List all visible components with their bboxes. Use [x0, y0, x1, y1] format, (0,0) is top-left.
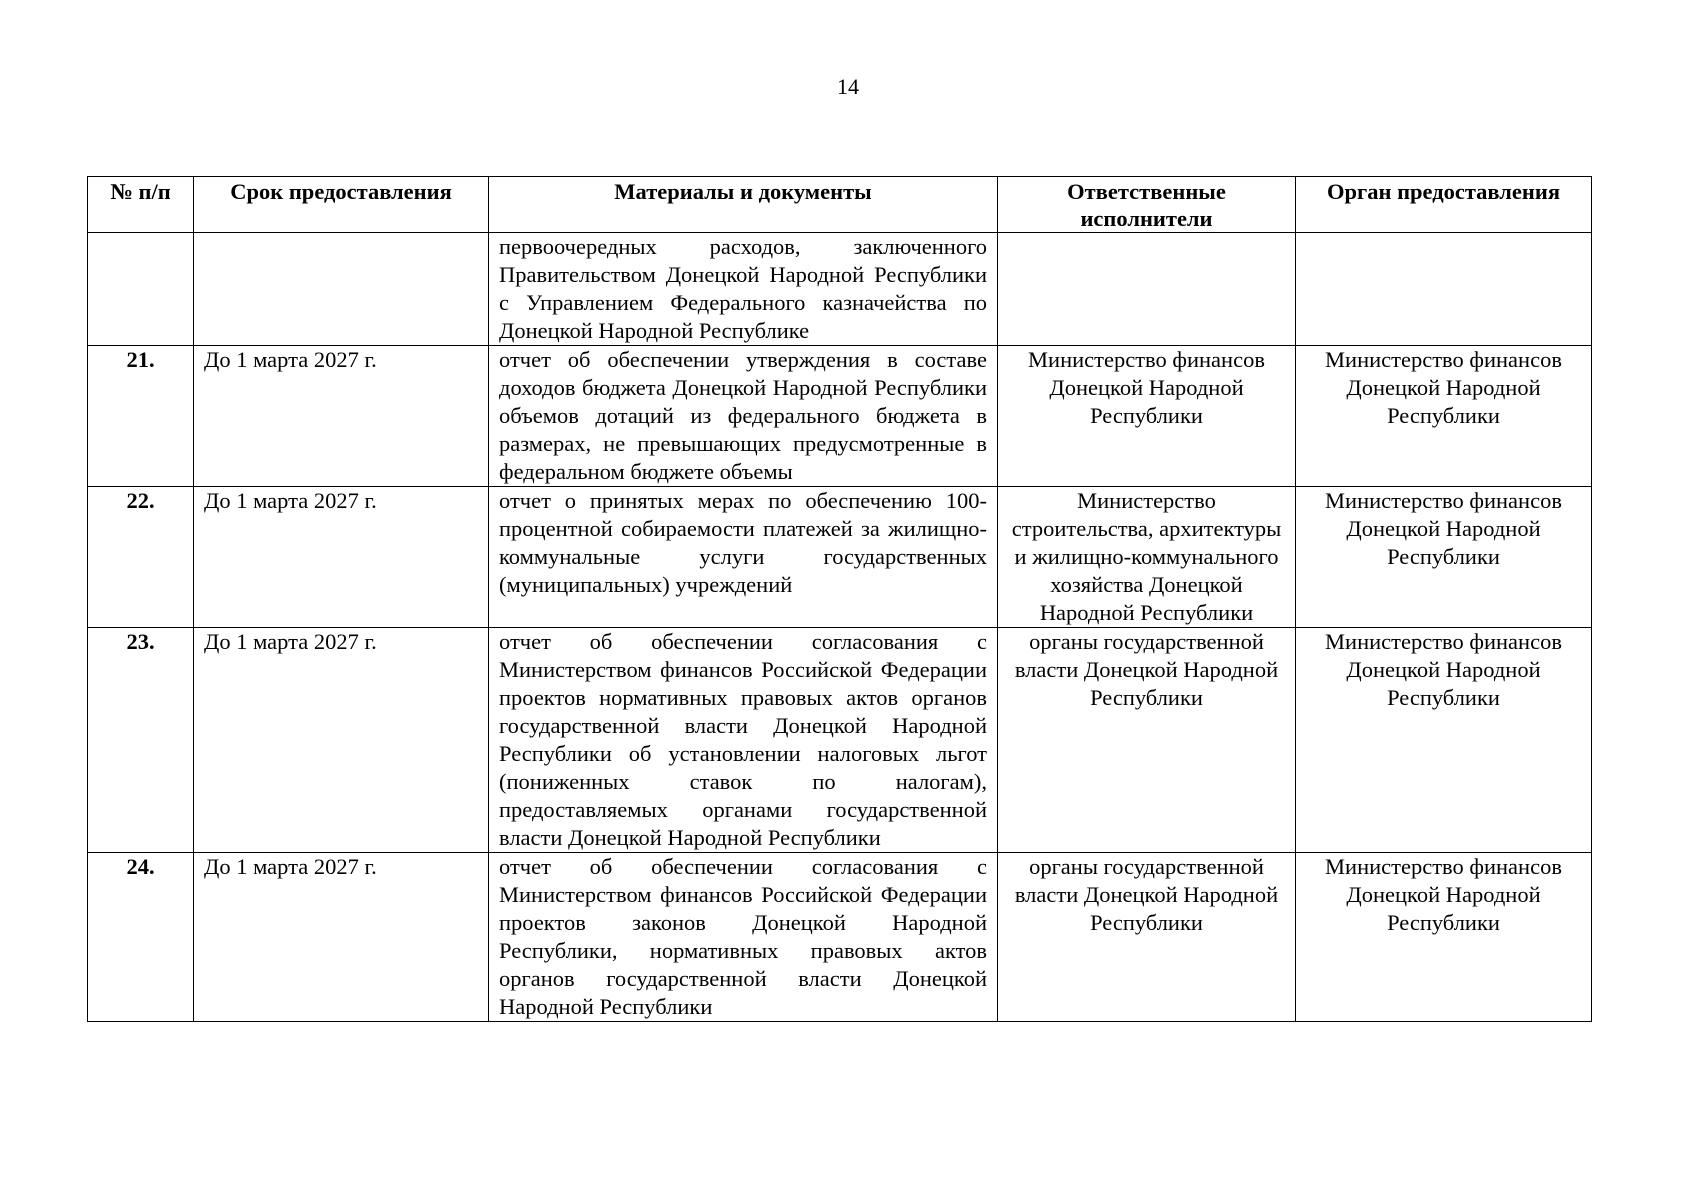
row-num: 23.	[88, 628, 194, 853]
row-materials: отчет об обеспечении согласования с Министерством финансов Российской Федерации проектов нормативных правовых актов органов государственной власти Донецкой Народной Республики об установлении налоговых льгот (пониженных ставок по налогам), предоставляемых органами государственной власти Донецкой Народной Республики	[489, 628, 998, 853]
row-num	[88, 233, 194, 346]
table-row	[88, 233, 1592, 346]
table-row	[88, 628, 1592, 853]
row-executors: Министерство строительства, архитектуры и жилищно-коммунального хозяйства Донецкой Народной Республики	[998, 487, 1296, 628]
row-recipient: Министерство финансов Донецкой Народной Республики	[1296, 628, 1592, 853]
row-executors: органы государственной власти Донецкой Народной Республики	[998, 853, 1296, 1022]
row-num: 24.	[88, 853, 194, 1022]
row-num: 22.	[88, 487, 194, 628]
row-date: До 1 марта 2027 г.	[194, 346, 489, 487]
header-num: № п/п	[88, 177, 194, 233]
row-materials: первоочередных расходов, заключенного Правительством Донецкой Народной Республики с Управлением Федерального казначейства по Донецкой Народной Республике	[489, 233, 998, 346]
row-date	[194, 233, 489, 346]
row-executors: органы государственной власти Донецкой Народной Республики	[998, 628, 1296, 853]
documents-table	[87, 176, 1592, 1022]
row-num: 21.	[88, 346, 194, 487]
row-executors	[998, 233, 1296, 346]
row-date: До 1 марта 2027 г.	[194, 628, 489, 853]
row-date: До 1 марта 2027 г.	[194, 487, 489, 628]
row-recipient: Министерство финансов Донецкой Народной Республики	[1296, 346, 1592, 487]
row-materials: отчет о принятых мерах по обеспечению 100-процентной собираемости платежей за жилищно-коммунальные услуги государственных (муниципальных) учреждений	[489, 487, 998, 628]
row-materials: отчет об обеспечении утверждения в составе доходов бюджета Донецкой Народной Республики объемов дотаций из федерального бюджета в размерах, не превышающих предусмотренные в федеральном бюджете объемы	[489, 346, 998, 487]
header-materials: Материалы и документы	[489, 177, 998, 233]
row-date: До 1 марта 2027 г.	[194, 853, 489, 1022]
header-date: Срок предоставления	[194, 177, 489, 233]
table-header-row	[88, 177, 1592, 233]
table-row	[88, 346, 1592, 487]
page-number: 14	[837, 74, 859, 99]
table-row	[88, 487, 1592, 628]
row-executors: Министерство финансов Донецкой Народной Республики	[998, 346, 1296, 487]
row-recipient	[1296, 233, 1592, 346]
row-recipient: Министерство финансов Донецкой Народной Республики	[1296, 853, 1592, 1022]
header-recipient: Орган предоставления	[1296, 177, 1592, 233]
row-recipient: Министерство финансов Донецкой Народной Республики	[1296, 487, 1592, 628]
table-row	[88, 853, 1592, 1022]
row-materials: отчет об обеспечении согласования с Министерством финансов Российской Федерации проектов законов Донецкой Народной Республики, нормативных правовых актов органов государственной власти Донецкой Народной Республики	[489, 853, 998, 1022]
header-executors: Ответственные исполнители	[998, 177, 1296, 233]
